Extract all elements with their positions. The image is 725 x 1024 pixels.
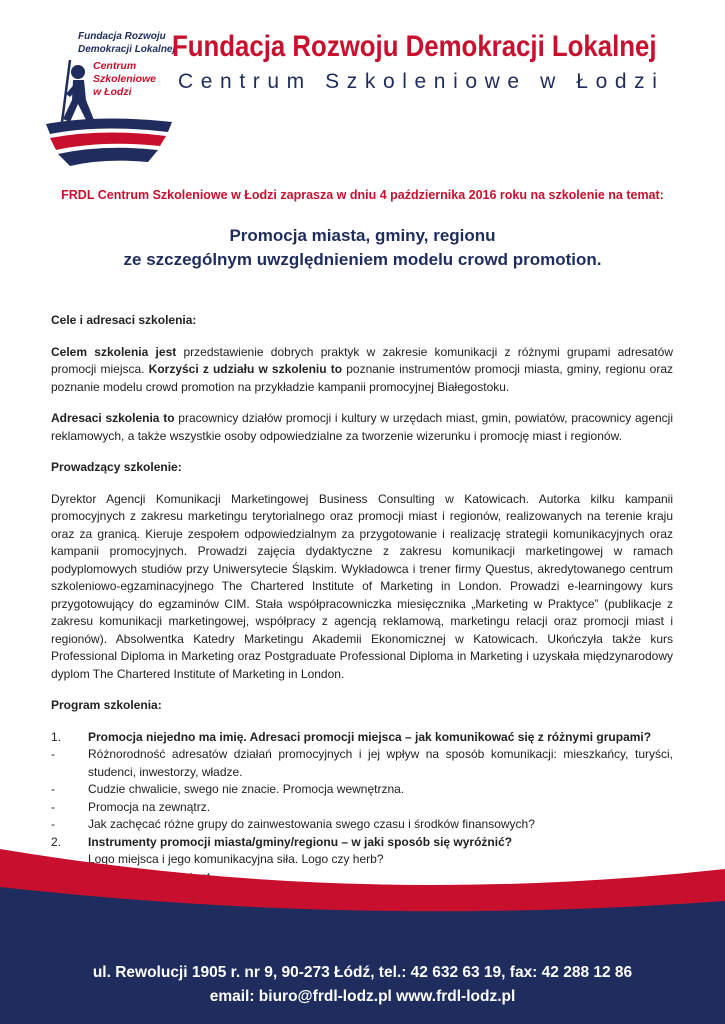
program-marker: - <box>51 799 55 814</box>
logo-center-line1: Centrum <box>93 60 137 72</box>
logo-name-line1: Fundacja Rozwoju <box>78 31 166 42</box>
logo-center-name <box>93 60 183 99</box>
logo-name-line2: Demokracji Lokalnej <box>78 44 176 55</box>
audience-paragraph <box>51 410 673 445</box>
trainer-heading: Prowadzący szkolenie: <box>51 460 182 474</box>
topic-line1: Promocja miasta, gminy, regionu <box>229 226 496 245</box>
program-text: Różnorodność adresatów działań promocyjnych i jej wpływ na sposób komunikacji: mieszkańcy, turyści, studenci, inwestorzy, władze. <box>88 747 673 779</box>
audience-text: pracownicy działów promocji i kultury w urzędach miast, gmin, powiatów, pracownicy agencji reklamowych, a także wszystkie osoby odpowiedzialne za tworzenie wizerunku i promocję miast i regionów. <box>51 411 673 443</box>
program-text: Cudzie chwalicie, swego nie znacie. Promocja wewnętrzna. <box>88 782 405 796</box>
logo-center-line3: w Łodzi <box>93 86 132 98</box>
footer-contact: email: biuro@frdl-lodz.pl www.frdl-lodz.pl <box>209 988 516 1005</box>
program-item <box>51 816 673 834</box>
benefits-lead: Korzyści z udziału w szkoleniu to <box>148 362 343 376</box>
header-subtitle: Centrum Szkoleniowe w Łodzi <box>178 70 665 93</box>
program-marker: - <box>51 817 55 831</box>
program-item <box>51 746 673 781</box>
program-text: Jak zachęcać różne grupy do zainwestowania swego czasu i środków finansowych? <box>88 817 535 831</box>
goals-lead: Celem szkolenia jest <box>51 344 177 359</box>
program-marker: 2. <box>51 834 62 849</box>
goals-text: przedstawienie dobrych praktyk w zakresie komunikacji z różnymi grupami adresatów promocji miejsca. <box>51 344 673 376</box>
program-item <box>51 799 673 817</box>
program-heading: Program szkolenia: <box>51 698 162 712</box>
topic-line2: ze szczególnym uwzględnieniem modelu crowd promotion. <box>123 250 602 269</box>
program-marker: - <box>51 747 55 761</box>
program-text: Instrumenty promocji miasta/gminy/regionu – w jaki sposób się wyróżnić? <box>88 834 513 849</box>
program-item <box>51 781 673 799</box>
goals-heading: Cele i adresaci szkolenia: <box>51 313 197 327</box>
benefits-text: poznanie instrumentów promocji miasta, gminy, regionu oraz poznanie modelu crowd promotion na przykładzie kampanii promocyjnej Białegostoku. <box>51 362 674 394</box>
audience-lead: Adresaci szkolenia to <box>51 411 175 425</box>
footer-address: ul. Rewolucji 1905 r. nr 9, 90-273 Łódź, tel.: 42 632 63 19, fax: 42 288 12 86 <box>92 964 633 981</box>
program-text: Promocja niejedno ma imię. Adresaci promocji miejsca – jak komunikować się z różnymi grupami? <box>88 729 652 744</box>
document-body <box>51 312 673 939</box>
logo-center-line2: Szkoleniowe <box>93 73 157 85</box>
invitation-line: FRDL Centrum Szkoleniowe w Łodzi zaprasza w dniu 4 października 2016 roku na szkolenie na temat: <box>61 188 664 202</box>
trainer-bio: Dyrektor Agencji Komunikacji Marketingowej Business Consulting w Katowicach. Autorka kilku kampanii promocyjnych z zakresu marketingu terytorialnego oraz promocji miast i regionów, realizowanych na terenie kraju oraz za granicą. Kieruje zespołem odpowiedzialnym za przygotowanie i realizację strategii komunikacyjnych oraz kampanii promocyjnych. Prowadzi zajęcia dydaktyczne z zakresu komunikacji marketingowej w ramach podyplomowych studiów przy Uniwersytecie Śląskim. Wykładowca i trener firmy Questus, akredytowanego centrum szkoleniowo-egzaminacyjnego The Chartered Institute of Marketing in London. Prowadzi e-learningowy kurs przygotowujący do egzaminów CIM. Stała współpracowniczka miesięcznika „Marketing w Praktyce” (publikacje z zakresu komunikacji marketingowej, współpracy z agencją reklamową, marketingu relacji oraz promocji miast i regionów). Absolwentka Katedry Marketingu Akademii Ekonomicznej w Katowicach. Ukończyła także kurs Professional Diploma in Marketing oraz Postgraduate Professional Diploma in Marketing i uzyskała międzynarodowy dyplom The Chartered Institute of Marketing in London. <box>51 491 673 681</box>
program-section <box>51 729 673 747</box>
training-topic <box>0 224 725 272</box>
program-marker: 1. <box>51 729 62 744</box>
header-title: Fundacja Rozwoju Demokracji Lokalnej <box>172 30 657 63</box>
goals-paragraph <box>51 344 673 397</box>
program-text: Promocja na zewnątrz. <box>88 799 211 814</box>
program-text: Logo miejsca i jego komunikacyjna siła. Logo czy herb? <box>88 852 384 866</box>
program-marker: - <box>51 782 55 796</box>
logo <box>40 22 180 172</box>
